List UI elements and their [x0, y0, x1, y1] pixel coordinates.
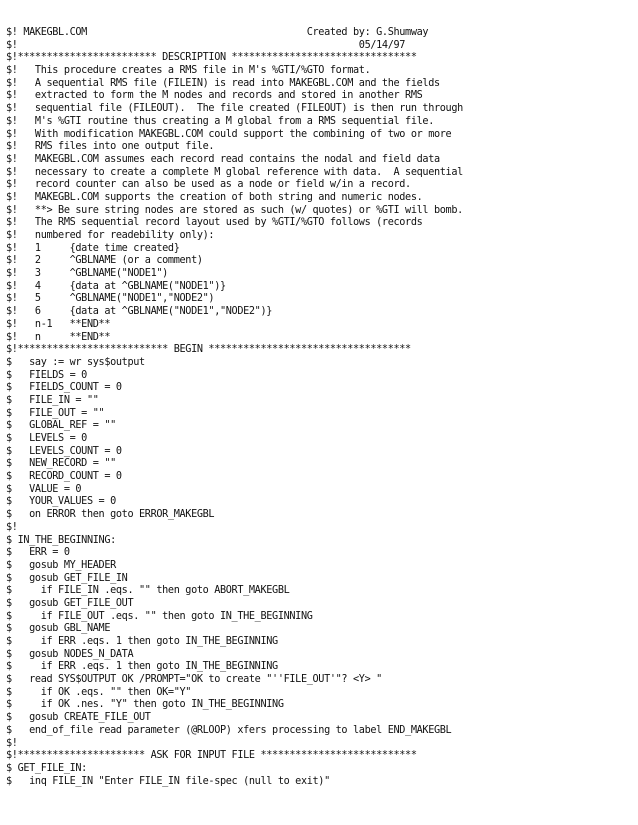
- code-line: $! MAKEGBL.COM supports the creation of both string and numeric nodes.: [6, 191, 423, 203]
- code-line: $! n **END**: [6, 331, 111, 343]
- code-line: $! 05/14/97: [6, 39, 406, 51]
- code-line: $ FILE_OUT = "": [6, 407, 105, 419]
- code-line: $!: [6, 521, 18, 533]
- code-line: $! **> Be sure string nodes are stored as such (w/ quotes) or %GTI will bomb.: [6, 204, 463, 216]
- code-line: $ if ERR .eqs. 1 then goto IN_THE_BEGINNING: [6, 661, 278, 673]
- code-line: $!************************** BEGIN ***********************************: [6, 344, 411, 356]
- code-line: $ if OK .nes. "Y" then goto IN_THE_BEGINNING: [6, 699, 284, 711]
- code-line: $ NEW_RECORD = "": [6, 458, 116, 470]
- code-line: $ LEVELS_COUNT = 0: [6, 445, 122, 457]
- code-line: $! 5 ^GBLNAME("NODE1","NODE2"): [6, 293, 215, 305]
- code-line: $ gosub GBL_NAME: [6, 623, 111, 635]
- code-line: $! extracted to form the M nodes and records and stored in another RMS: [6, 90, 423, 102]
- code-line: $! MAKEGBL.COM assumes each record read contains the nodal and field data: [6, 153, 440, 165]
- code-line: $! 2 ^GBLNAME (or a comment): [6, 255, 203, 267]
- code-line: $ inq FILE_IN "Enter FILE_IN file-spec (null to exit)": [6, 775, 330, 787]
- code-line: $! n-1 **END**: [6, 318, 111, 330]
- code-line: $ IN_THE_BEGINNING:: [6, 534, 116, 546]
- code-line: $ RECORD_COUNT = 0: [6, 471, 122, 483]
- code-line: $ read SYS$OUTPUT OK /PROMPT="OK to create "''FILE_OUT'"? <Y> ": [6, 674, 382, 686]
- code-line: $ gosub GET_FILE_IN: [6, 572, 128, 584]
- code-line: $! The RMS sequential record layout used by %GTI/%GTO follows (records: [6, 217, 423, 229]
- code-line: $! 6 {data at ^GBLNAME("NODE1","NODE2")}: [6, 306, 273, 318]
- code-line: $ gosub NODES_N_DATA: [6, 648, 134, 660]
- code-line: $! necessary to create a complete M global reference with data. A sequential: [6, 166, 463, 178]
- code-line: $! A sequential RMS file (FILEIN) is read into MAKEGBL.COM and the fields: [6, 77, 440, 89]
- code-line: $ on ERROR then goto ERROR_MAKEGBL: [6, 509, 215, 521]
- code-line: $ LEVELS = 0: [6, 433, 87, 444]
- code-line: $!********************** ASK FOR INPUT FILE ***************************: [6, 750, 417, 762]
- code-line: $ YOUR_VALUES = 0: [6, 496, 116, 508]
- code-line: $!: [6, 737, 18, 749]
- code-line: $! numbered for readebility only):: [6, 230, 215, 241]
- code-line: $ end_of_file read parameter (@RLOOP) xfers processing to label END_MAKEGBL: [6, 724, 452, 736]
- code-line: $ GLOBAL_REF = "": [6, 420, 116, 432]
- code-line: $ gosub GET_FILE_OUT: [6, 597, 134, 609]
- code-line: $! record counter can also be used as a node or field w/in a record.: [6, 179, 411, 191]
- code-line: $ FIELDS_COUNT = 0: [6, 382, 122, 394]
- code-line: $! With modification MAKEGBL.COM could support the combining of two or more: [6, 128, 452, 140]
- code-line: $ FIELDS = 0: [6, 369, 87, 381]
- code-line: $ FILE_IN = "": [6, 394, 99, 406]
- code-line: $ say := wr sys$output: [6, 356, 145, 368]
- code-line: $ if ERR .eqs. 1 then goto IN_THE_BEGINNING: [6, 636, 278, 647]
- code-line: $ gosub CREATE_FILE_OUT: [6, 712, 151, 724]
- code-line: $ if FILE_OUT .eqs. "" then goto IN_THE_BEGINNING: [6, 610, 313, 622]
- code-line: $! 4 {data at ^GBLNAME("NODE1")}: [6, 280, 226, 292]
- code-listing: [6, 27, 634, 788]
- code-line: $! sequential file (FILEOUT). The file created (FILEOUT) is then run through: [6, 103, 463, 115]
- code-line: $ ERR = 0: [6, 547, 70, 559]
- code-line: $ if FILE_IN .eqs. "" then goto ABORT_MAKEGBL: [6, 585, 290, 597]
- code-line: $! This procedure creates a RMS file in M's %GTI/%GTO format.: [6, 65, 371, 77]
- code-line: $! MAKEGBL.COM Created by: G.Shumway: [6, 27, 429, 38]
- code-line: $ VALUE = 0: [6, 483, 82, 495]
- code-line: $!************************ DESCRIPTION ********************************: [6, 52, 417, 64]
- code-line: $! M's %GTI routine thus creating a M global from a RMS sequential file.: [6, 115, 434, 127]
- code-line: $! 3 ^GBLNAME("NODE1"): [6, 268, 168, 280]
- code-line: $ if OK .eqs. "" then OK="Y": [6, 686, 192, 698]
- code-line: $! RMS files into one output file.: [6, 141, 215, 153]
- code-line: $ GET_FILE_IN:: [6, 762, 87, 774]
- code-line: $ gosub MY_HEADER: [6, 559, 116, 571]
- code-line: $! 1 {date time created}: [6, 242, 180, 254]
